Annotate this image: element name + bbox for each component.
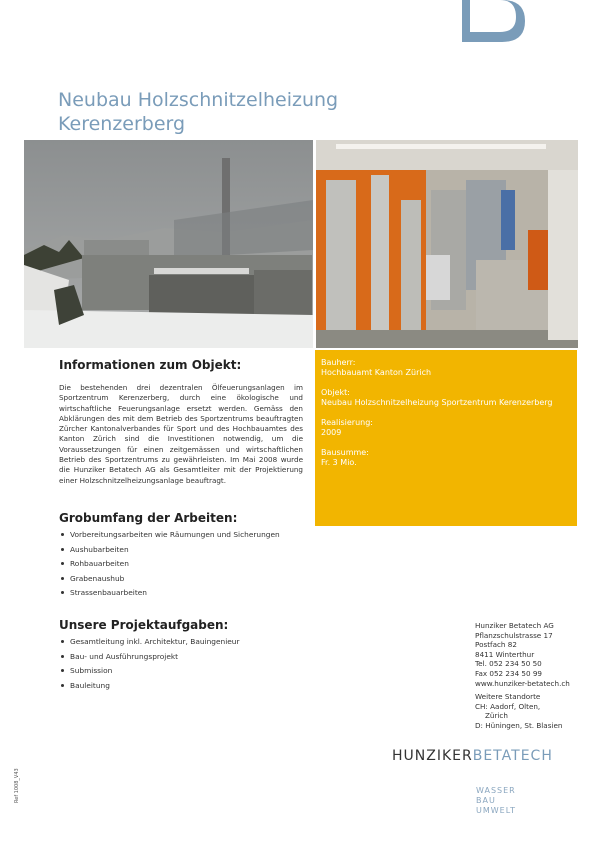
other-sites-block xyxy=(475,692,585,730)
realisierung-value: 2009 xyxy=(321,428,342,437)
tagline-bau: BAU xyxy=(476,796,496,805)
bausumme-value: Fr. 3 Mio. xyxy=(321,458,357,467)
contact-block xyxy=(475,621,585,688)
tagline-wasser: WASSER xyxy=(476,786,516,795)
street-address: Pflanzschulstrasse 17 xyxy=(475,630,553,640)
list-item: Bau- und Ausführungsprojekt xyxy=(60,652,240,667)
info-paragraph: Die bestehenden drei dezentralen Ölfeuerungsanlagen im Sportzentrum Kerenzerberg, durch eine ökologische und wirtschaftliche Feuerungsanlage ersetzt werden. Gemäss den Abklärungen des mit dem Betrieb des Sportzentrums beauftragten Zürcher Kantonalverbandes für Sport und des Hochbauamtes des Kanton Zürich sind die Investitionen notwendig, um die Voraussetzungen für einen zeitgemässen und wirtschaftlichen Betrieb des Sportzentrums zu gewährleisten. Im Mai 2008 wurde die Hunziker Betatech AG als Gesamtleiter mit der Projektierung einer Holzschnitzelheizungsanlage beauftragt. xyxy=(59,383,303,485)
grobumfang-list xyxy=(60,530,280,603)
objekt-label: Objekt: xyxy=(321,388,350,397)
brand-name-part-2: BETATECH xyxy=(472,748,553,764)
exterior-photo xyxy=(24,140,313,348)
project-details-box xyxy=(315,350,577,526)
list-item: Bauleitung xyxy=(60,681,240,696)
document-reference-code: Ref 1008_V43 xyxy=(14,768,20,803)
sites-line-2: Zürich xyxy=(485,711,508,721)
boiler-room-photo xyxy=(316,140,578,348)
postbox: Postfach 82 xyxy=(475,640,517,650)
list-item: Rohbauarbeiten xyxy=(60,559,280,574)
list-item: Vorbereitungsarbeiten wie Räumungen und Sicherungen xyxy=(60,530,280,545)
sites-line-3: D: Hüningen, St. Blasien xyxy=(475,720,563,730)
corner-logo-icon xyxy=(462,0,525,42)
page-title-line-2: Kerenzerberg xyxy=(58,113,186,135)
bausumme-label: Bausumme: xyxy=(321,448,369,457)
sites-line-1: CH: Aadorf, Olten, xyxy=(475,701,541,711)
fax: Fax 052 234 50 99 xyxy=(475,668,542,678)
brand-tagline xyxy=(476,786,516,816)
projekt-heading: Unsere Projektaufgaben: xyxy=(59,618,229,632)
sites-heading: Weitere Standorte xyxy=(475,692,541,701)
brand-name-part-1: HUNZIKER xyxy=(392,748,473,764)
page-title xyxy=(58,88,338,136)
objekt-value: Neubau Holzschnitzelheizung Sportzentrum Kerenzerberg xyxy=(321,398,553,407)
realisierung-label: Realisierung: xyxy=(321,418,373,427)
projekt-list xyxy=(60,637,240,695)
page-title-line-1: Neubau Holzschnitzelheizung xyxy=(58,89,339,111)
website-link[interactable]: www.hunziker-betatech.ch xyxy=(475,678,570,688)
company-name: Hunziker Betatech AG xyxy=(475,621,554,630)
list-item: Strassenbauarbeiten xyxy=(60,588,280,603)
city: 8411 Winterthur xyxy=(475,649,535,659)
info-heading: Informationen zum Objekt: xyxy=(59,358,242,372)
tagline-umwelt: UMWELT xyxy=(476,806,516,815)
list-item: Grabenaushub xyxy=(60,574,280,589)
bauherr-label: Bauherr: xyxy=(321,358,356,367)
brand-logo xyxy=(392,748,553,764)
bauherr-value: Hochbauamt Kanton Zürich xyxy=(321,368,432,377)
grobumfang-heading: Grobumfang der Arbeiten: xyxy=(59,511,238,525)
list-item: Aushubarbeiten xyxy=(60,545,280,560)
list-item: Gesamtleitung inkl. Architektur, Bauingenieur xyxy=(60,637,240,652)
phone: Tel. 052 234 50 50 xyxy=(475,659,542,669)
list-item: Submission xyxy=(60,666,240,681)
